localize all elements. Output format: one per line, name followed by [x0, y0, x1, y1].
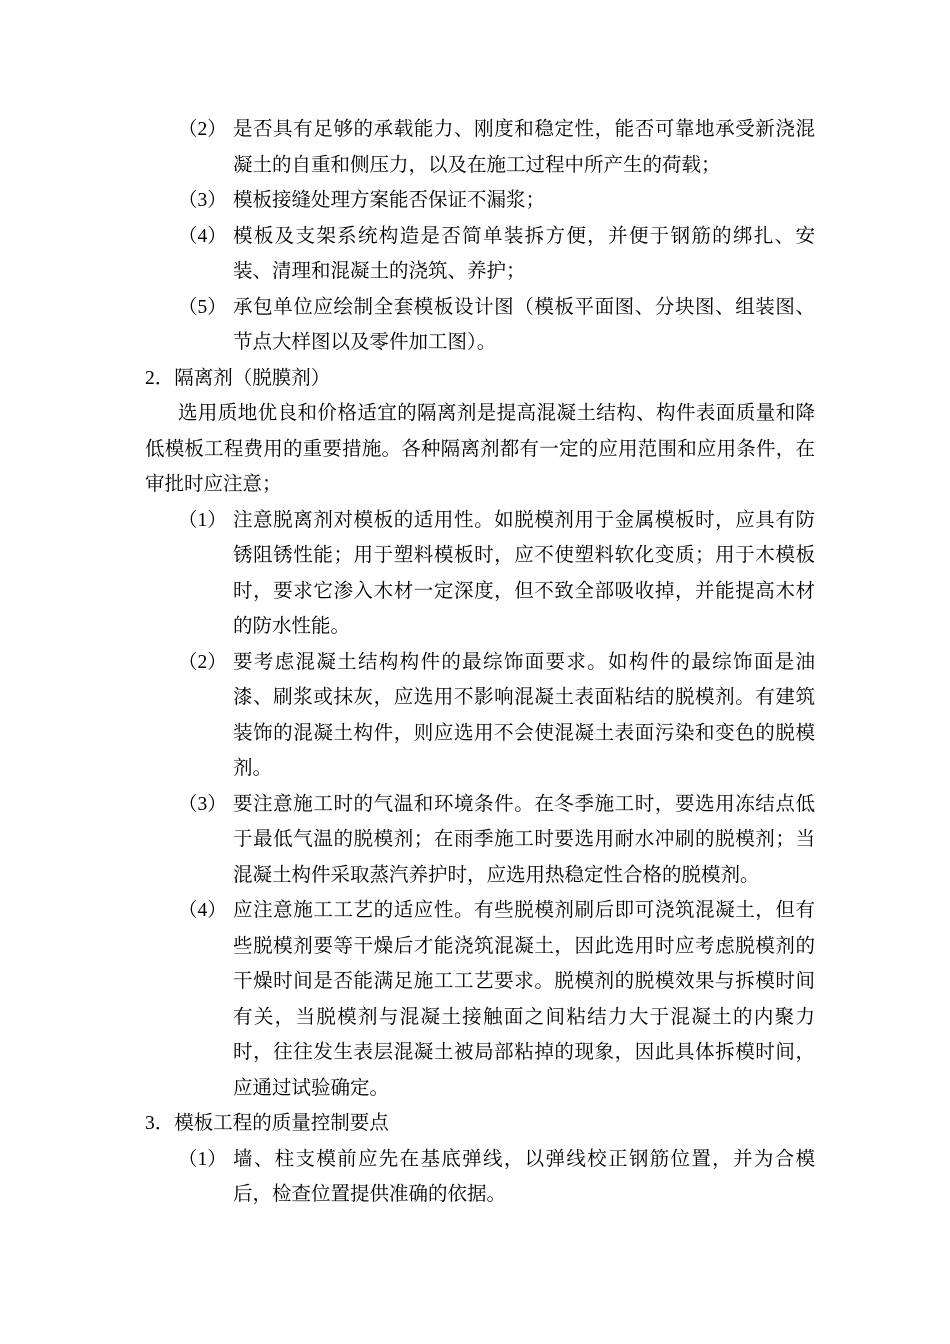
list-item [178, 219, 815, 290]
section2-intro-paragraph: 选用质地优良和价格适宜的隔离剂是提高混凝土结构、构件表面质量和降低模板工程费用的重要措施。各种隔离剂都有一定的应用范围和应用条件，在审批时应注意； [145, 403, 815, 495]
item-number: （4） [178, 225, 227, 247]
list-item [178, 645, 815, 787]
item-number: （5） [178, 296, 227, 318]
item-text: 注意脱离剂对模板的适用性。如脱模剂用于金属模板时，应具有防锈阻锈性能；用于塑料模板时，应不使塑料软化变质；用于木模板时，要求它渗入木材一定深度，但不致全部吸收掉，并能提高木材的防水性能。 [233, 509, 815, 637]
list-item [178, 112, 815, 183]
item-number: （4） [178, 900, 227, 921]
list-item [178, 893, 815, 1106]
section-heading-2: 2．隔离剂（脱膜剂） [145, 367, 331, 389]
item-text: 承包单位应绘制全套模板设计图（模板平面图、分块图、组装图、节点大样图以及零件加工图）。 [233, 296, 815, 353]
item-number: （3） [178, 190, 227, 211]
item-number: （1） [178, 1148, 227, 1170]
list-item [178, 787, 815, 894]
item-text: 要注意施工时的气温和环境条件。在冬季施工时，要选用冻结点低于最低气温的脱模剂；在雨季施工时要选用耐水冲刷的脱模剂；当混凝土构件采取蒸汽养护时，应选用热稳定性合格的脱模剂。 [233, 793, 815, 886]
item-text: 模板接缝处理方案能否保证不漏浆； [233, 190, 546, 211]
list-item [178, 290, 815, 361]
list-item [178, 183, 815, 219]
section-heading-3: 3．模板工程的质量控制要点 [145, 1113, 389, 1134]
item-text: 要考虑混凝土结构构件的最综饰面要求。如构件的最综饰面是油漆、刷浆或抹灰，应选用不影响混凝土表面粘结的脱模剂。有建筑装饰的混凝土构件，则应选用不会使混凝土表面污染和变色的脱模剂。 [233, 651, 815, 779]
list-item [178, 503, 815, 645]
item-number: （1） [178, 509, 227, 531]
item-number: （2） [178, 119, 227, 140]
item-text: 是否具有足够的承载能力、刚度和稳定性，能否可靠地承受新浇混凝土的自重和侧压力，以及在施工过程中所产生的荷载； [233, 119, 815, 176]
item-text: 墙、柱支模前应先在基底弹线，以弹线校正钢筋位置，并为合模后，检查位置提供准确的依据。 [233, 1148, 815, 1205]
list-item [178, 1142, 815, 1213]
item-text: 模板及支架系统构造是否简单装拆方便，并便于钢筋的绑扎、安装、清理和混凝土的浇筑、养护； [233, 225, 815, 282]
item-text: 应注意施工工艺的适应性。有些脱模剂刷后即可浇筑混凝土，但有些脱模剂要等干燥后才能浇筑混凝土，因此选用时应考虑脱模剂的干燥时间是否能满足施工工艺要求。脱模剂的脱模效果与拆模时间有关，当脱模剂与混凝土接触面之间粘结力大于混凝土的内聚力时，往往发生表层混凝土被局部粘掉的现象，因此具体拆模时间，应通过试验确定。 [233, 900, 815, 1099]
item-number: （2） [178, 651, 227, 673]
item-number: （3） [178, 793, 227, 815]
